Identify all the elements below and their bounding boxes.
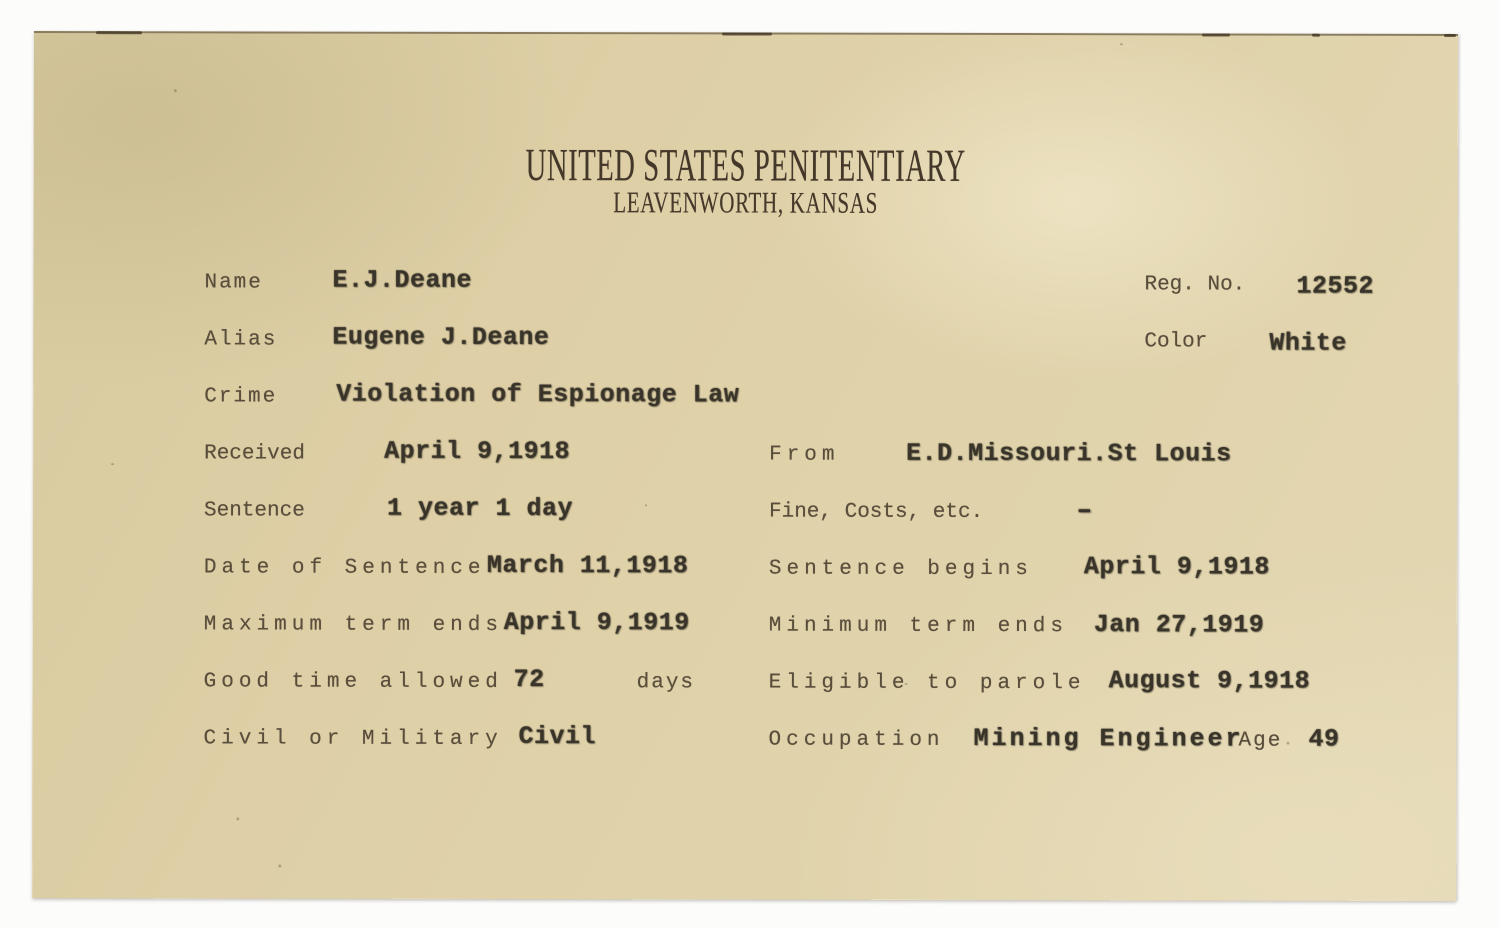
page-subtitle: LEAVENWORTH, KANSAS: [613, 186, 879, 220]
sentence-label: Sentence: [203, 499, 305, 523]
paper-edge-mark: [1202, 33, 1230, 36]
occupation-label: Occupation: [768, 728, 945, 752]
paper-edge-mark: [722, 32, 772, 35]
received-label: Received: [204, 442, 305, 466]
paper-speck: [278, 865, 281, 868]
from-label: From: [769, 443, 840, 467]
paper-edge-mark: [1444, 34, 1456, 37]
age-value: 49: [1308, 724, 1340, 754]
paper-speck: [1287, 742, 1290, 745]
paper-speck: [174, 89, 177, 92]
paper-speck: [236, 817, 239, 820]
alias-label: Alias: [204, 328, 278, 352]
reg-no-value: 12552: [1296, 271, 1375, 301]
date-of-sentence-label: Date of Sentence: [203, 556, 486, 580]
crime-label: Crime: [204, 385, 278, 409]
color-value: White: [1269, 328, 1347, 358]
paper-speck: [1120, 43, 1123, 45]
alias-value: Eugene J.Deane: [332, 322, 550, 353]
paper-speck: [645, 504, 647, 506]
name-value: E.J.Deane: [332, 265, 473, 295]
good-time-days-label: days: [636, 671, 696, 695]
page-title: UNITED STATES PENITENTIARY: [525, 139, 966, 191]
crime-value: Violation of Espionage Law: [336, 379, 740, 410]
paper-speck: [111, 463, 114, 465]
good-time-allowed-value: 72: [513, 665, 545, 695]
maximum-term-ends-value: April 9,1919: [503, 607, 690, 638]
fine-value: -: [1072, 496, 1098, 526]
eligible-to-parole-value: August 9,1918: [1108, 666, 1311, 696]
minimum-term-ends-value: Jan 27,1919: [1093, 610, 1265, 640]
color-label: Color: [1144, 330, 1208, 354]
civil-or-military-label: Civil or Military: [203, 727, 503, 751]
sentence-begins-label: Sentence begins: [768, 557, 1033, 582]
received-value: April 9,1918: [384, 436, 571, 467]
reg-no-label: Reg. No.: [1144, 273, 1246, 297]
occupation-value: Mining Engineer: [973, 723, 1244, 754]
civil-or-military-value: Civil: [518, 722, 597, 752]
fine-label: Fine, Costs, etc.: [768, 500, 984, 524]
good-time-allowed-label: Good time allowed: [203, 670, 503, 694]
maximum-term-ends-label: Maximum term ends: [203, 613, 504, 637]
record-card: [32, 31, 1458, 901]
name-label: Name: [204, 271, 263, 295]
age-label: Age: [1238, 729, 1283, 753]
eligible-to-parole-label: Eligible to parole: [768, 671, 1086, 696]
minimum-term-ends-label: Minimum term ends: [768, 614, 1069, 639]
paper-edge-mark: [96, 31, 142, 34]
from-value: E.D.Missouri.St Louis: [906, 438, 1232, 469]
sentence-value: 1 year 1 day: [386, 493, 574, 524]
date-of-sentence-value: March 11,1918: [486, 550, 689, 581]
sentence-begins-value: April 9,1918: [1083, 552, 1270, 582]
paper-edge-mark: [1312, 34, 1320, 37]
